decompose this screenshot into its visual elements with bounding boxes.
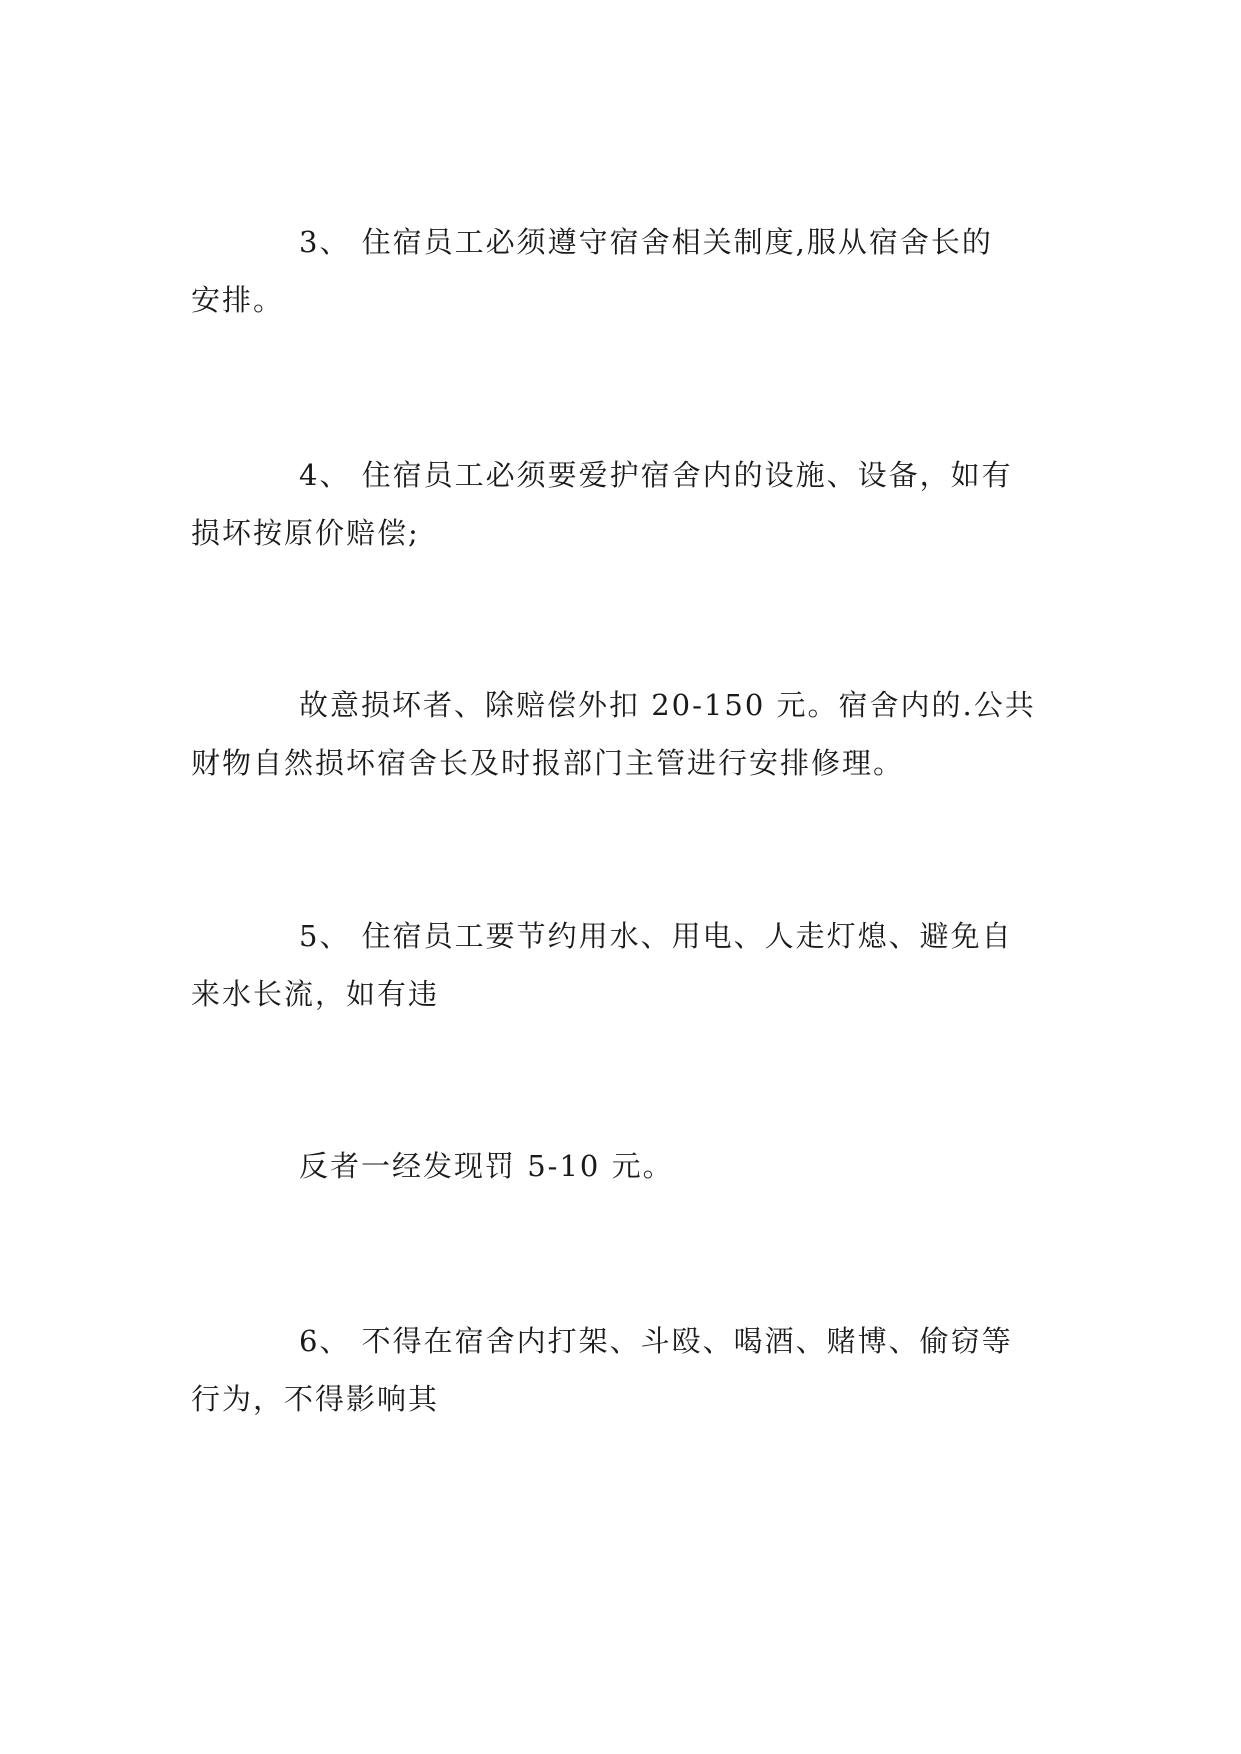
paragraph-line: 来水长流，如有违 [191, 977, 440, 1011]
paragraph-rule-5 [191, 907, 1051, 1023]
paragraph-rule-3 [191, 213, 1051, 329]
paragraph-damage-penalty [191, 676, 1051, 792]
paragraph-line: 4、 住宿员工必须要爱护宿舍内的设施、设备，如有 [299, 458, 1013, 492]
paragraph-line: 安排。 [191, 283, 285, 317]
paragraph-line: 故意损坏者、除赔偿外扣 20-150 元。宿舍内的.公共 [299, 688, 1036, 722]
paragraph-rule-4 [191, 446, 1051, 562]
paragraph-violation-fine [191, 1137, 1051, 1195]
paragraph-line: 5、 住宿员工要节约用水、用电、人走灯熄、避免自 [299, 919, 1013, 953]
paragraph-line: 损坏按原价赔偿; [191, 516, 420, 550]
paragraph-rule-6 [191, 1312, 1051, 1428]
paragraph-line: 6、 不得在宿舍内打架、斗殴、喝酒、赌博、偷窃等 [299, 1324, 1013, 1358]
paragraph-line: 反者一经发现罚 5-10 元。 [299, 1149, 674, 1183]
paragraph-line: 行为，不得影响其 [191, 1382, 440, 1416]
paragraph-line: 3、 住宿员工必须遵守宿舍相关制度,服从宿舍长的 [299, 225, 993, 259]
paragraph-line: 财物自然损坏宿舍长及时报部门主管进行安排修理。 [191, 746, 905, 780]
